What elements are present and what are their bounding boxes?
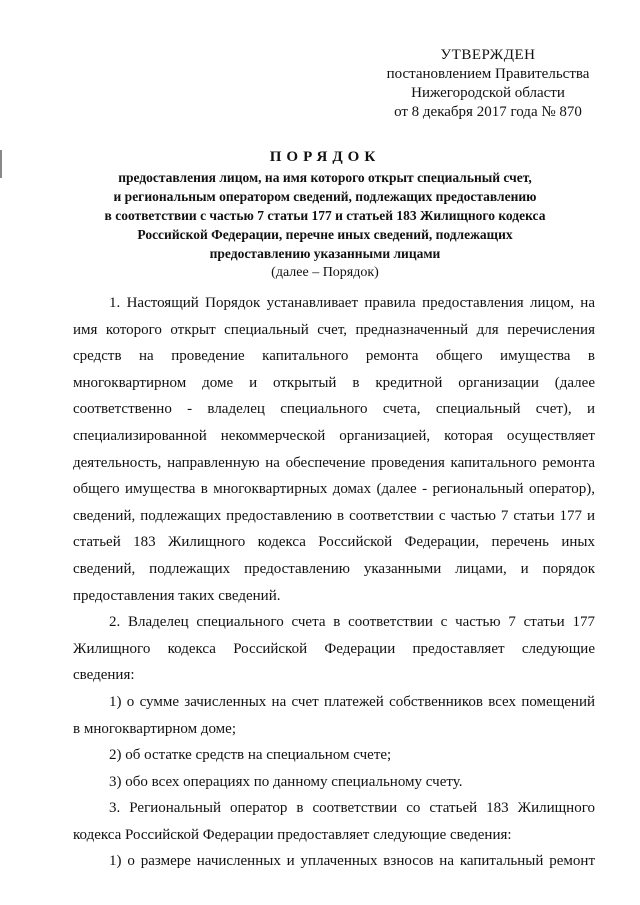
text-line: 3) обо всех операциях по данному специальному счету. (109, 773, 463, 790)
text-line: статьей 183 Жилищного кодекса Российской Федерации, перечень иных (73, 534, 595, 551)
document-heading (60, 146, 590, 283)
heading-line: Российской Федерации, перечне иных сведений, подлежащих (137, 227, 513, 242)
text-line: предоставления таких сведений. (73, 587, 281, 604)
binding-mark (0, 150, 2, 178)
heading-line: в соответствии с частью 7 статьи 177 и статьей 183 Жилищного кодекса (104, 208, 546, 223)
text-line: Жилищного кодекса Российской Федерации предоставляет следующие (73, 640, 595, 657)
text-line: в многоквартирном доме; (73, 720, 236, 737)
text-line: 3. Региональный оператор в соответствии со статьей 183 Жилищного (109, 800, 595, 817)
document-title: ПОРЯДОК (269, 149, 381, 165)
text-line: общего имущества в многоквартирных домах (далее - региональный оператор), (73, 481, 595, 498)
text-line: сведений, подлежащих предоставлению указанными лицами, и порядок (73, 560, 595, 577)
approval-line-region: Нижегородской области (411, 85, 565, 101)
text-line: кодекса Российской Федерации предоставляет следующие сведения: (73, 826, 512, 843)
approval-line-decree: постановлением Правительства (386, 66, 590, 82)
heading-line: предоставления лицом, на имя которого открыт специальный счет, (118, 170, 532, 185)
heading-note: (далее – Порядок) (271, 265, 379, 280)
approval-stamp (358, 46, 618, 122)
document-body (73, 290, 595, 875)
text-line: деятельность, направленную на обеспечение проведения капитального ремонта (73, 454, 595, 471)
text-line: соответственно - владелец специального счета, специальный счет), и (73, 401, 595, 418)
approval-line-date: от 8 декабря 2017 года № 870 (394, 104, 582, 120)
text-line: 1) о сумме зачисленных на счет платежей собственников всех помещений (109, 693, 595, 710)
text-line: многоквартирном доме и открытый в кредитной организации (далее (73, 374, 595, 391)
text-line: средств на проведение капитального ремонта общего имущества в (73, 348, 595, 365)
text-line: имя которого открыт специальный счет, предназначенный для перечисления (73, 321, 595, 338)
heading-line: предоставлению указанными лицами (209, 246, 441, 261)
text-line: специализированной некоммерческой организацией, которая осуществляет (73, 427, 595, 444)
text-line: 1. Настоящий Порядок устанавливает правила предоставления лицом, на (109, 295, 595, 311)
approval-title: УТВЕРЖДЕН (440, 47, 536, 63)
text-line: сведения: (73, 667, 135, 684)
heading-line: и региональным оператором сведений, подлежащих предоставлению (113, 189, 537, 204)
text-line: 2) об остатке средств на специальном счете; (109, 747, 392, 764)
text-line: 2. Владелец специального счета в соответствии с частью 7 статьи 177 (109, 614, 595, 631)
text-line: сведений, подлежащих предоставлению в соответствии с частью 7 статьи 177 и (73, 507, 595, 524)
text-line: 1) о размере начисленных и уплаченных взносов на капитальный ремонт (109, 853, 595, 870)
